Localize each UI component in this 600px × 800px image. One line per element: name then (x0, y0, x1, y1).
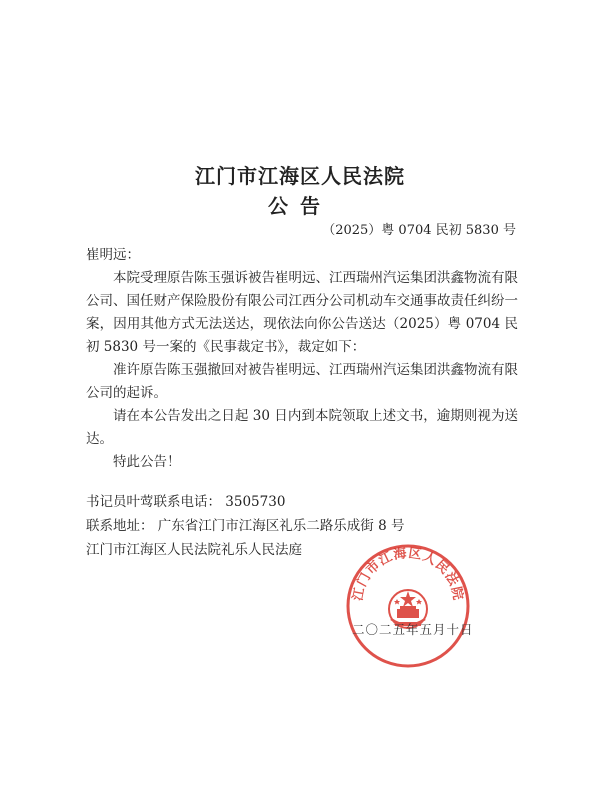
case-number: （2025）粤 0704 民初 5830 号 (322, 223, 516, 238)
court-title: 江门市江海区人民法院 (195, 164, 405, 188)
paragraph-closing: 特此公告！ (113, 454, 181, 470)
clerk-contact: 书记员叶莺联系电话： 3505730 (86, 494, 286, 510)
paragraph-case-summary: 本院受理原告陈玉强诉被告崔明远、江西瑞州汽运集团洪鑫物流有限公司、国任财产保险股份有限公司江西分公司机动车交通事故责任纠纷一案，因用其他方式无法送达，现依法向你公告送达（2025）粤 0704 民初 5830 号一案的《民事裁定书》，裁定如下： (86, 270, 518, 355)
contact-address: 联系地址： 广东省江门市江海区礼乐二路乐成街 8 号 (86, 518, 405, 534)
issue-date: 二〇二五年五月十日 (352, 622, 474, 637)
addressee: 崔明远： (86, 247, 140, 263)
seal-text: 江门市江海区人民法院 (350, 546, 466, 603)
contact-address-court: 江门市江海区人民法院礼乐人民法庭 (86, 542, 302, 558)
court-seal (345, 543, 471, 669)
document-type-title: 公告 (268, 194, 332, 218)
paragraph-ruling: 准许原告陈玉强撤回对被告崔明远、江西瑞州汽运集团洪鑫物流有限公司的起诉。 (86, 362, 518, 401)
paragraph-collection-notice: 请在本公告发出之日起 30 日内到本院领取上述文书，逾期则视为送达。 (86, 408, 518, 447)
